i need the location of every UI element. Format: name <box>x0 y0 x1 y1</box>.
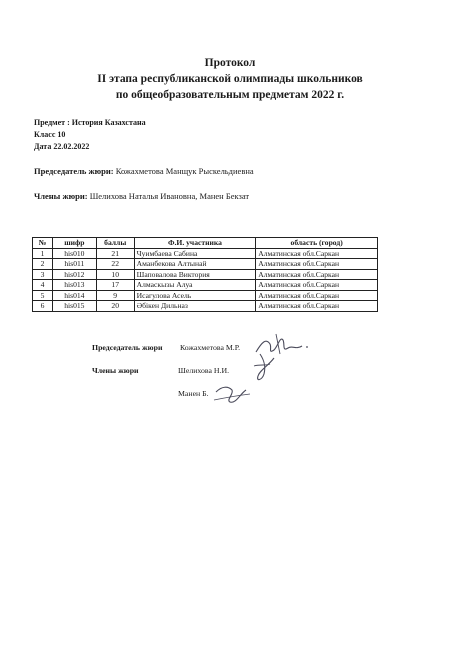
cell-score: 9 <box>96 290 134 301</box>
cell-region: Алматинская обл.Саркан <box>256 301 378 312</box>
cell-participant: Аманбекова Алтынай <box>134 259 256 270</box>
cell-number: 3 <box>33 269 53 280</box>
signature-chair-label: Председатель жюри <box>92 343 163 352</box>
cell-number: 2 <box>33 259 53 270</box>
signature-member2-name: Манен Б. <box>178 389 209 398</box>
table-header-row <box>33 238 378 249</box>
table-row <box>33 290 378 301</box>
header-code: шифр <box>52 238 96 249</box>
cell-code: his014 <box>52 290 96 301</box>
header-region: область (город) <box>256 238 378 249</box>
cell-participant: Әбікен Дильназ <box>134 301 256 312</box>
cell-score: 20 <box>96 301 134 312</box>
jury-chair-label: Председатель жюри: <box>34 166 114 176</box>
header-number: № <box>33 238 53 249</box>
cell-participant: Исагулова Асель <box>134 290 256 301</box>
grade-line: Класс 10 <box>34 130 66 139</box>
header-participant: Ф.И. участника <box>134 238 256 249</box>
cell-region: Алматинская обл.Саркан <box>256 280 378 291</box>
cell-number: 4 <box>33 280 53 291</box>
cell-number: 6 <box>33 301 53 312</box>
signature-chair-name: Кожахметова М.Р. <box>180 343 241 352</box>
table-row <box>33 280 378 291</box>
signature-member1-name: Шелихова Н.И. <box>178 366 230 375</box>
results-table <box>32 237 378 312</box>
header-score: баллы <box>96 238 134 249</box>
table-row <box>33 259 378 270</box>
signature-members-label: Члены жюри <box>92 366 139 375</box>
cell-code: his013 <box>52 280 96 291</box>
cell-code: his015 <box>52 301 96 312</box>
jury-chair-name: Кожахметова Манщук Рыскельдиевна <box>115 166 254 176</box>
cell-code: his012 <box>52 269 96 280</box>
jury-chair-line <box>34 166 254 177</box>
cell-participant: Алмаскызы Алуа <box>134 280 256 291</box>
date-line: Дата 22.02.2022 <box>34 142 90 151</box>
subject-line: Предмет : История Казахстана <box>34 118 146 127</box>
cell-code: his011 <box>52 259 96 270</box>
cell-region: Алматинская обл.Саркан <box>256 269 378 280</box>
document-subtitle-line-2: по общеобразовательным предметам 2022 г. <box>115 89 345 101</box>
cell-participant: Шаповалова Виктория <box>134 269 256 280</box>
cell-score: 10 <box>96 269 134 280</box>
member2-handwritten-signature <box>210 380 256 406</box>
cell-code: his010 <box>52 248 96 259</box>
cell-region: Алматинская обл.Саркан <box>256 248 378 259</box>
cell-number: 5 <box>33 290 53 301</box>
cell-score: 21 <box>96 248 134 259</box>
jury-members-label: Члены жюри: <box>34 191 88 201</box>
cell-score: 17 <box>96 280 134 291</box>
document-subtitle-line-1: II этапа республиканской олимпиады школьников <box>97 73 363 85</box>
jury-members-names: Шелихова Наталья Ивановна, Манен Бекзат <box>89 191 250 201</box>
cell-region: Алматинская обл.Саркан <box>256 290 378 301</box>
table-row <box>33 248 378 259</box>
cell-region: Алматинская обл.Саркан <box>256 259 378 270</box>
jury-members-line <box>34 191 249 202</box>
cell-participant: Чуимбаева Сабина <box>134 248 256 259</box>
cell-score: 22 <box>96 259 134 270</box>
table-row <box>33 301 378 312</box>
document-title: Протокол <box>204 57 256 69</box>
table-row <box>33 269 378 280</box>
cell-number: 1 <box>33 248 53 259</box>
